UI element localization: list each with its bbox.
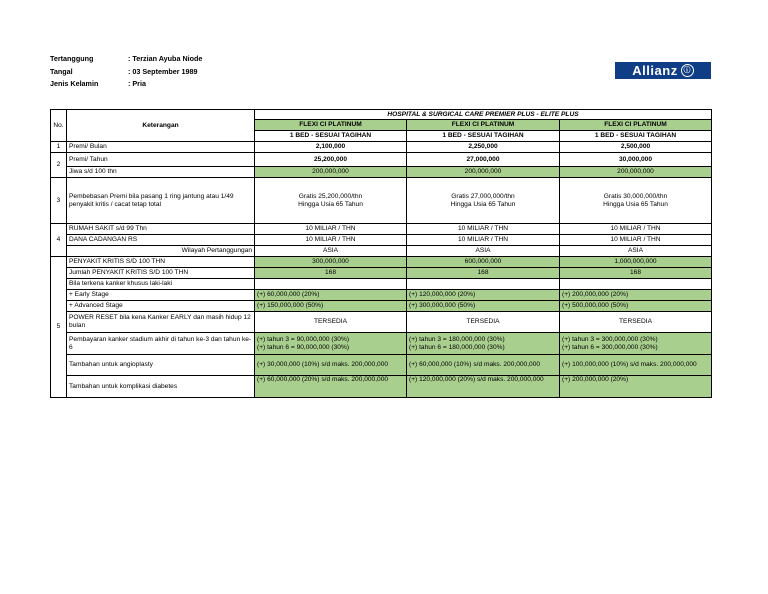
table-row xyxy=(51,153,712,167)
row-no: 1 xyxy=(51,142,67,153)
cell-value: (+) 60,000,000 (10%) s/d maks. 200,000,000 xyxy=(407,355,560,376)
product-title: HOSPITAL & SURGICAL CARE PREMIER PLUS - ELITE PLUS xyxy=(255,110,712,120)
cell-value: 2,250,000 xyxy=(407,142,560,153)
cell-value: (+) 100,000,000 (10%) s/d maks. 200,000,000 xyxy=(560,355,712,376)
cell-value: 10 MILIAR / THN xyxy=(560,235,712,246)
col-no-header: No. xyxy=(51,110,67,142)
waiver-value: Gratis 25,200,000/thn xyxy=(298,192,363,200)
cell-value: (+) 200,000,000 (20%) xyxy=(560,290,712,301)
cell-value: 600,000,000 xyxy=(407,257,560,268)
plan-bed-3: 1 BED - SESUAI TAGIHAN xyxy=(560,131,712,142)
empty-cell xyxy=(255,279,407,290)
table-row xyxy=(51,167,712,178)
cell-value: 2,500,000 xyxy=(560,142,712,153)
row-label: Tambahan untuk komplikasi diabetes xyxy=(67,376,255,398)
gender-label: Jenis Kelamin xyxy=(50,79,99,88)
payout-year3: (+) tahun 3 = 180,000,000 (30%) xyxy=(409,335,505,343)
cell-value xyxy=(255,333,407,355)
cell-value xyxy=(560,178,712,224)
waiver-value: Gratis 27,000,000/thn xyxy=(451,192,515,200)
row-label: + Early Stage xyxy=(67,290,255,301)
table-row xyxy=(51,312,712,333)
payout-year6: (+) tahun 6 = 180,000,000 (30%) xyxy=(409,343,505,351)
cell-value: ASIA xyxy=(560,246,712,257)
table-row xyxy=(51,268,712,279)
cell-value: 30,000,000 xyxy=(560,153,712,167)
cell-value xyxy=(255,178,407,224)
payout-year6: (+) tahun 6 = 300,000,000 (30%) xyxy=(562,343,658,351)
table-row xyxy=(51,224,712,235)
row-no: 2 xyxy=(51,153,67,178)
cell-value: 1,000,000,000 xyxy=(560,257,712,268)
payout-year6: (+) tahun 6 = 90,000,000 (30%) xyxy=(257,343,350,351)
cell-value xyxy=(407,333,560,355)
table-row xyxy=(51,301,712,312)
row-label: Wilayah Pertanggungan xyxy=(67,246,255,257)
table-row xyxy=(51,178,712,224)
table-row xyxy=(51,333,712,355)
row-no: 5 xyxy=(51,257,67,398)
plan-name-2: FLEXI CI PLATINUM xyxy=(407,120,560,131)
cell-value: 200,000,000 xyxy=(560,167,712,178)
cell-value: (+) 200,000,000 (20%) xyxy=(560,376,712,398)
cell-value: 200,000,000 xyxy=(407,167,560,178)
cell-value: (+) 150,000,000 (50%) xyxy=(255,301,407,312)
gender-value: : Pria xyxy=(128,79,146,88)
row-label: + Advanced Stage xyxy=(67,301,255,312)
cell-value: TERSEDIA xyxy=(560,312,712,333)
row-no: 4 xyxy=(51,224,67,257)
allianz-logo xyxy=(615,62,711,79)
waiver-note: Hingga Usia 65 Tahun xyxy=(298,200,363,208)
table-row xyxy=(51,246,712,257)
cell-value: ASIA xyxy=(255,246,407,257)
table-row xyxy=(51,355,712,376)
cell-value: (+) 120,000,000 (20%) s/d maks. 200,000,000 xyxy=(407,376,560,398)
row-label: DANA CADANGAN RS xyxy=(67,235,255,246)
cell-value: 2,100,000 xyxy=(255,142,407,153)
row-label: POWER RESET bila kena Kanker EARLY dan masih hidup 12 bulan xyxy=(67,312,255,333)
payout-year3: (+) tahun 3 = 300,000,000 (30%) xyxy=(562,335,658,343)
row-no: 3 xyxy=(51,178,67,224)
cell-value: 25,200,000 xyxy=(255,153,407,167)
row-label: RUMAH SAKIT s/d 99 Thn xyxy=(67,224,255,235)
row-label: Bila terkena kanker khusus laki-laki xyxy=(67,279,255,290)
table-row xyxy=(51,235,712,246)
name-value: : Terzian Ayuba Niode xyxy=(128,54,203,63)
logo-text: Allianz xyxy=(632,63,678,78)
cell-value: 168 xyxy=(560,268,712,279)
cell-value: 27,000,000 xyxy=(407,153,560,167)
plan-name-3: FLEXI CI PLATINUM xyxy=(560,120,712,131)
plan-name-1: FLEXI CI PLATINUM xyxy=(255,120,407,131)
cell-value: 10 MILIAR / THN xyxy=(407,235,560,246)
row-label: Pembebasan Premi bila pasang 1 ring jantung atau 1/49 penyakit kritis / cacat tetap total xyxy=(67,178,255,224)
empty-cell xyxy=(560,279,712,290)
plan-bed-1: 1 BED - SESUAI TAGIHAN xyxy=(255,131,407,142)
table-row xyxy=(51,290,712,301)
dob-label: Tangal xyxy=(50,66,73,76)
row-label: PENYAKIT KRITIS S/D 100 THN xyxy=(67,257,255,268)
cell-value: TERSEDIA xyxy=(407,312,560,333)
cell-value: (+) 300,000,000 (50%) xyxy=(407,301,560,312)
cell-value: 10 MILIAR / THN xyxy=(407,224,560,235)
waiver-note: Hingga Usia 65 Tahun xyxy=(603,200,668,208)
cell-value: (+) 60,000,000 (20%) s/d maks. 200,000,000 xyxy=(255,376,407,398)
row-label: Premi/ Bulan xyxy=(67,142,255,153)
cell-value: 10 MILIAR / THN xyxy=(255,235,407,246)
cell-value: 200,000,000 xyxy=(255,167,407,178)
dob-value: : 03 September 1989 xyxy=(128,66,198,76)
row-label: Pembayaran kanker stadium akhir di tahun ke-3 dan tahun ke-6 xyxy=(67,333,255,355)
cell-value: (+) 60,000,000 (20%) xyxy=(255,290,407,301)
cell-value: 168 xyxy=(407,268,560,279)
cell-value: (+) 30,000,000 (10%) s/d maks. 200,000,000 xyxy=(255,355,407,376)
cell-value xyxy=(560,333,712,355)
row-label: Premi/ Tahun xyxy=(67,153,255,167)
waiver-value: Gratis 30,000,000/thn xyxy=(603,192,668,200)
table-row xyxy=(51,257,712,268)
plan-bed-2: 1 BED - SESUAI TAGIHAN xyxy=(407,131,560,142)
cell-value: 168 xyxy=(255,268,407,279)
col-desc-header: Keterangan xyxy=(67,110,255,142)
row-label: Jiwa s/d 100 thn xyxy=(67,167,255,178)
row-label: Jumlah PENYAKIT KRITIS S/D 100 THN xyxy=(67,268,255,279)
table-row xyxy=(51,376,712,398)
name-label: Tertanggung xyxy=(50,54,94,63)
table-row xyxy=(51,142,712,153)
benefit-table xyxy=(50,109,712,398)
cell-value: 10 MILIAR / THN xyxy=(560,224,712,235)
cell-value: (+) 120,000,000 (20%) xyxy=(407,290,560,301)
payout-year3: (+) tahun 3 = 90,000,000 (30%) xyxy=(257,335,350,343)
empty-cell xyxy=(407,279,560,290)
insured-info xyxy=(50,53,202,91)
cell-value: ASIA xyxy=(407,246,560,257)
waiver-note: Hingga Usia 65 Tahun xyxy=(450,200,516,208)
row-label: Tambahan untuk angioplasty xyxy=(67,355,255,376)
cell-value: (+) 500,000,000 (50%) xyxy=(560,301,712,312)
cell-value: 300,000,000 xyxy=(255,257,407,268)
cell-value: 10 MILIAR / THN xyxy=(255,224,407,235)
table-row xyxy=(51,279,712,290)
allianz-eagle-icon: ⓘ xyxy=(681,64,694,77)
cell-value xyxy=(407,178,560,224)
cell-value: TERSEDIA xyxy=(255,312,407,333)
